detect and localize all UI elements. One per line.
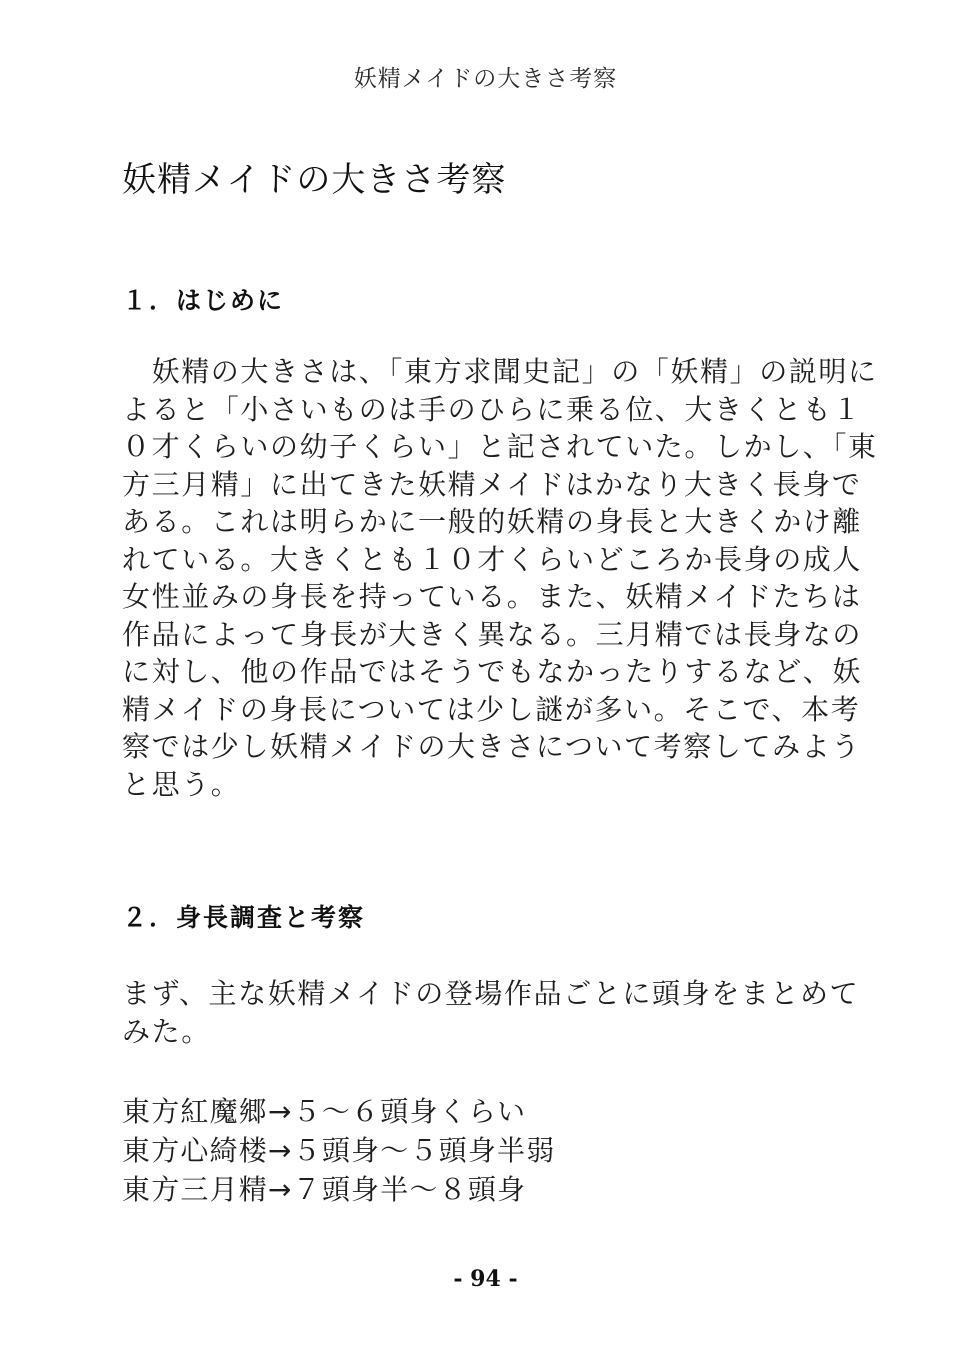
paragraph-line: に対し、他の作品ではそうでもなかったりするなど、妖 <box>122 655 863 688</box>
list-item: 東方心綺楼→５頭身～５頭身半弱 <box>122 1134 556 1167</box>
section-heading-introduction: １．はじめに <box>122 286 285 315</box>
paragraph-line: 方三月精」に出てきた妖精メイドはかなり大きく長身で <box>122 467 862 501</box>
page-number: - 94 - <box>453 1266 518 1292</box>
head-proportion-list <box>122 1092 555 1209</box>
paragraph-line: れている。大きくとも１０才くらいどころか長身の成人 <box>122 542 863 576</box>
height-survey-paragraph <box>122 975 860 1050</box>
paragraph-line: みた。 <box>122 1014 211 1048</box>
list-item: 東方紅魔郷→５～６頭身くらい <box>122 1095 527 1128</box>
paragraph-line: まず、主な妖精メイドの登場作品ごとに頭身をまとめて <box>122 977 860 1010</box>
introduction-paragraph <box>122 353 878 803</box>
paragraph-line: 精メイドの身長については少し謎が多い。そこで、本考 <box>122 692 861 726</box>
section-heading-height-survey: ２．身長調査と考察 <box>122 903 366 932</box>
paragraph-line: ０才くらいの幼子くらい」と記されていた。しかし、「東 <box>122 430 878 463</box>
paragraph-line: 妖精の大きさは、「東方求聞史記」の「妖精」の説明に <box>122 355 878 388</box>
paragraph-line: ある。これは明らかに一般的妖精の身長と大きくかけ離 <box>122 505 863 538</box>
paragraph-line: 察では少し妖精メイドの大きさについて考察してみよう <box>122 730 861 763</box>
page-title: 妖精メイドの大きさ考察 <box>122 160 507 200</box>
paragraph-line: 女性並みの身長を持っている。また、妖精メイドたちは <box>122 580 862 613</box>
list-item: 東方三月精→７頭身半～８頭身 <box>122 1173 527 1206</box>
paragraph-line: よると「小さいものは手のひらに乗る位、大きくとも１ <box>122 392 863 426</box>
paragraph-line: と思う。 <box>122 767 241 801</box>
paragraph-line: 作品によって身長が大きく異なる。三月精では長身なの <box>122 617 863 651</box>
running-header: 妖精メイドの大きさ考察 <box>353 66 618 92</box>
